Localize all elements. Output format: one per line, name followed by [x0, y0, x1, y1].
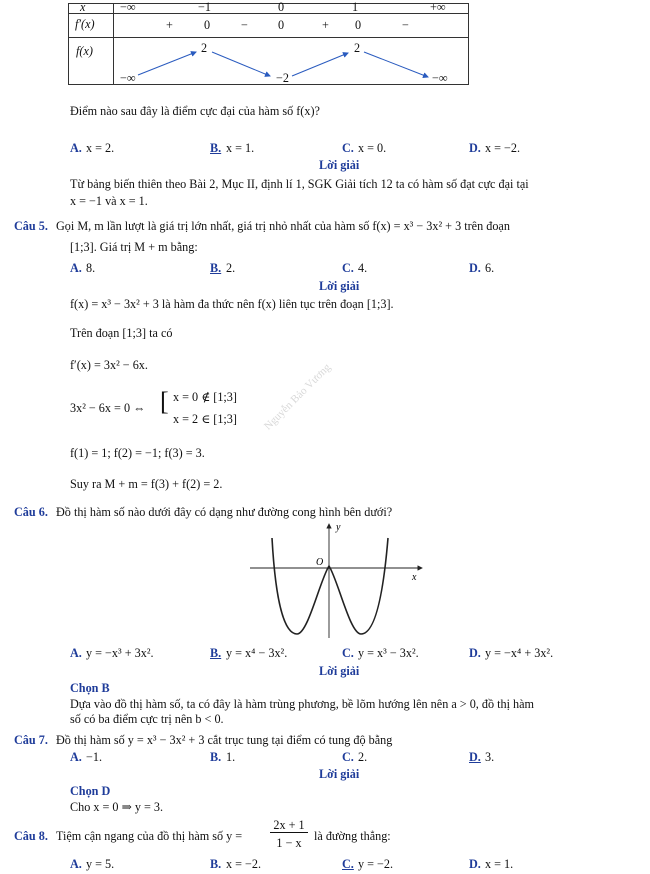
option-c-letter: C.: [342, 857, 354, 871]
solution-title: Lời giải: [319, 664, 360, 678]
explanation-line: số có ba điểm cực trị nên b < 0.: [70, 712, 224, 726]
option-b-text: 1.: [226, 750, 236, 764]
option-a-letter: A.: [70, 857, 82, 871]
question-8-number: Câu 8.: [14, 829, 48, 843]
row-label-derivative: f′(x): [75, 17, 95, 31]
x-axis-label: x: [412, 572, 417, 583]
option-b-text: 2.: [226, 261, 236, 275]
y-axis-label: y: [336, 522, 341, 533]
option-d-text: x = 1.: [485, 857, 514, 871]
option-c-letter: C.: [342, 646, 354, 660]
solution-line: f(1) = 1; f(2) = −1; f(3) = 3.: [70, 446, 205, 460]
solution-line: f′(x) = 3x² − 6x.: [70, 358, 148, 372]
derivative-sign: −: [241, 18, 248, 32]
quartic-graph: [250, 520, 430, 640]
f-max-value: 2: [354, 41, 361, 55]
question-5-number: Câu 5.: [14, 219, 48, 233]
solution-line: 3x² − 6x = 0 ⇔: [70, 401, 146, 415]
option-a-letter: A.: [70, 141, 82, 155]
option-d-letter: D.: [469, 857, 481, 871]
f-max-value: 2: [201, 41, 208, 55]
solution-line: x = 2 ∈ [1;3]: [173, 412, 237, 426]
row-label-function: f(x): [76, 44, 93, 58]
option-c-letter: C.: [342, 750, 354, 764]
question-7-number: Câu 7.: [14, 733, 48, 747]
solution-title: Lời giải: [319, 767, 360, 781]
fraction-numerator: 2x + 1: [273, 818, 305, 832]
question-5-text: [1;3]. Giá trị M + m bằng:: [70, 240, 198, 254]
derivative-sign: 0: [204, 18, 211, 32]
fraction-denominator: 1 − x: [276, 836, 302, 850]
derivative-sign: −: [402, 18, 409, 32]
increase-arrow: [292, 53, 348, 76]
solution-title: Lời giải: [319, 158, 360, 172]
option-c-text: 4.: [358, 261, 368, 275]
f-limit-value: −∞: [432, 71, 448, 85]
option-c-letter: C.: [342, 261, 354, 275]
derivative-sign: +: [166, 18, 173, 32]
answer-choice: Chọn B: [70, 681, 110, 695]
option-c-text: 2.: [358, 750, 368, 764]
solution-line: x = −1 và x = 1.: [70, 194, 148, 208]
option-d-text: 3.: [485, 750, 495, 764]
question-8-text: là đường thẳng:: [314, 829, 391, 843]
option-a-text: y = −x³ + 3x².: [86, 646, 154, 660]
option-d-letter: D.: [469, 141, 481, 155]
question-6-text: Đồ thị hàm số nào dưới đây có dạng như đường cong hình bên dưới?: [56, 505, 393, 519]
option-b-letter: B.: [210, 141, 222, 155]
option-c-text: x = 0.: [358, 141, 387, 155]
curve: [272, 538, 388, 634]
derivative-sign: +: [322, 18, 329, 32]
derivative-sign: 0: [355, 18, 362, 32]
solution-line: x = 0 ∉ [1;3]: [173, 390, 237, 404]
x-value: −∞: [120, 0, 136, 14]
f-min-value: −2: [276, 71, 289, 85]
option-b-letter: B.: [210, 261, 222, 275]
solution-line: Từ bảng biến thiên theo Bài 2, Mục II, định lí 1, SGK Giải tích 12 ta có hàm số đạt cực đại tại: [70, 177, 529, 191]
answer-choice: Chọn D: [70, 784, 111, 798]
question-5-text: Gọi M, m lần lượt là giá trị lớn nhất, giá trị nhỏ nhất của hàm số f(x) = x³ − 3x² + 3 trên đoạn: [56, 219, 510, 233]
solution-line: Trên đoạn [1;3] ta có: [70, 326, 173, 340]
watermark: Nguyễn Bảo Vương: [262, 361, 334, 433]
question-4-text: Điểm nào sau đây là điểm cực đại của hàm số f(x)?: [70, 104, 320, 118]
option-d-text: y = −x⁴ + 3x².: [485, 646, 554, 660]
question-8-text: Tiệm cận ngang của đồ thị hàm số y =: [56, 829, 243, 843]
option-b-letter: B.: [210, 646, 222, 660]
option-a-text: 8.: [86, 261, 96, 275]
option-a-letter: A.: [70, 750, 82, 764]
option-a-text: x = 2.: [86, 141, 115, 155]
option-b-text: x = 1.: [226, 141, 255, 155]
solution-line: f(x) = x³ − 3x² + 3 là hàm đa thức nên f(x) liên tục trên đoạn [1;3].: [70, 297, 394, 311]
option-b-text: x = −2.: [226, 857, 262, 871]
option-a-text: y = 5.: [86, 857, 115, 871]
option-a-letter: A.: [70, 261, 82, 275]
row-label-x: x: [80, 0, 86, 14]
f-limit-value: −∞: [120, 71, 136, 85]
x-value: 0: [278, 0, 285, 14]
option-d-letter: D.: [469, 750, 481, 764]
option-a-text: −1.: [86, 750, 103, 764]
option-a-letter: A.: [70, 646, 82, 660]
option-d-letter: D.: [469, 261, 481, 275]
derivative-sign: 0: [278, 18, 285, 32]
question-7-text: Đồ thị hàm số y = x³ − 3x² + 3 cắt trục tung tại điểm có tung độ bằng: [56, 733, 393, 747]
x-value: +∞: [430, 0, 446, 14]
option-b-letter: B.: [210, 750, 222, 764]
decrease-arrow: [364, 52, 428, 77]
solution-title: Lời giải: [319, 279, 360, 293]
question-6-number: Câu 6.: [14, 505, 48, 519]
explanation-line: Dựa vào đồ thị hàm số, ta có đây là hàm trùng phương, bề lõm hướng lên nên a > 0, đồ thị hàm: [70, 697, 535, 711]
fraction-bar: [270, 832, 308, 833]
x-value: 1: [352, 0, 359, 14]
explanation-line: Cho x = 0 ⇒ y = 3.: [70, 800, 164, 814]
x-value: −1: [198, 0, 211, 14]
option-c-letter: C.: [342, 141, 354, 155]
option-d-text: x = −2.: [485, 141, 521, 155]
option-c-text: y = −2.: [358, 857, 394, 871]
option-c-text: y = x³ − 3x².: [358, 646, 419, 660]
system-bracket: [: [160, 387, 169, 416]
option-b-letter: B.: [210, 857, 222, 871]
increase-arrow: [138, 52, 196, 75]
option-d-letter: D.: [469, 646, 481, 660]
option-d-text: 6.: [485, 261, 495, 275]
origin-label: O: [316, 557, 324, 568]
option-b-text: y = x⁴ − 3x².: [226, 646, 288, 660]
decrease-arrow: [212, 52, 270, 76]
solution-line: Suy ra M + m = f(3) + f(2) = 2.: [70, 477, 223, 491]
variation-arrows: [0, 0, 650, 90]
